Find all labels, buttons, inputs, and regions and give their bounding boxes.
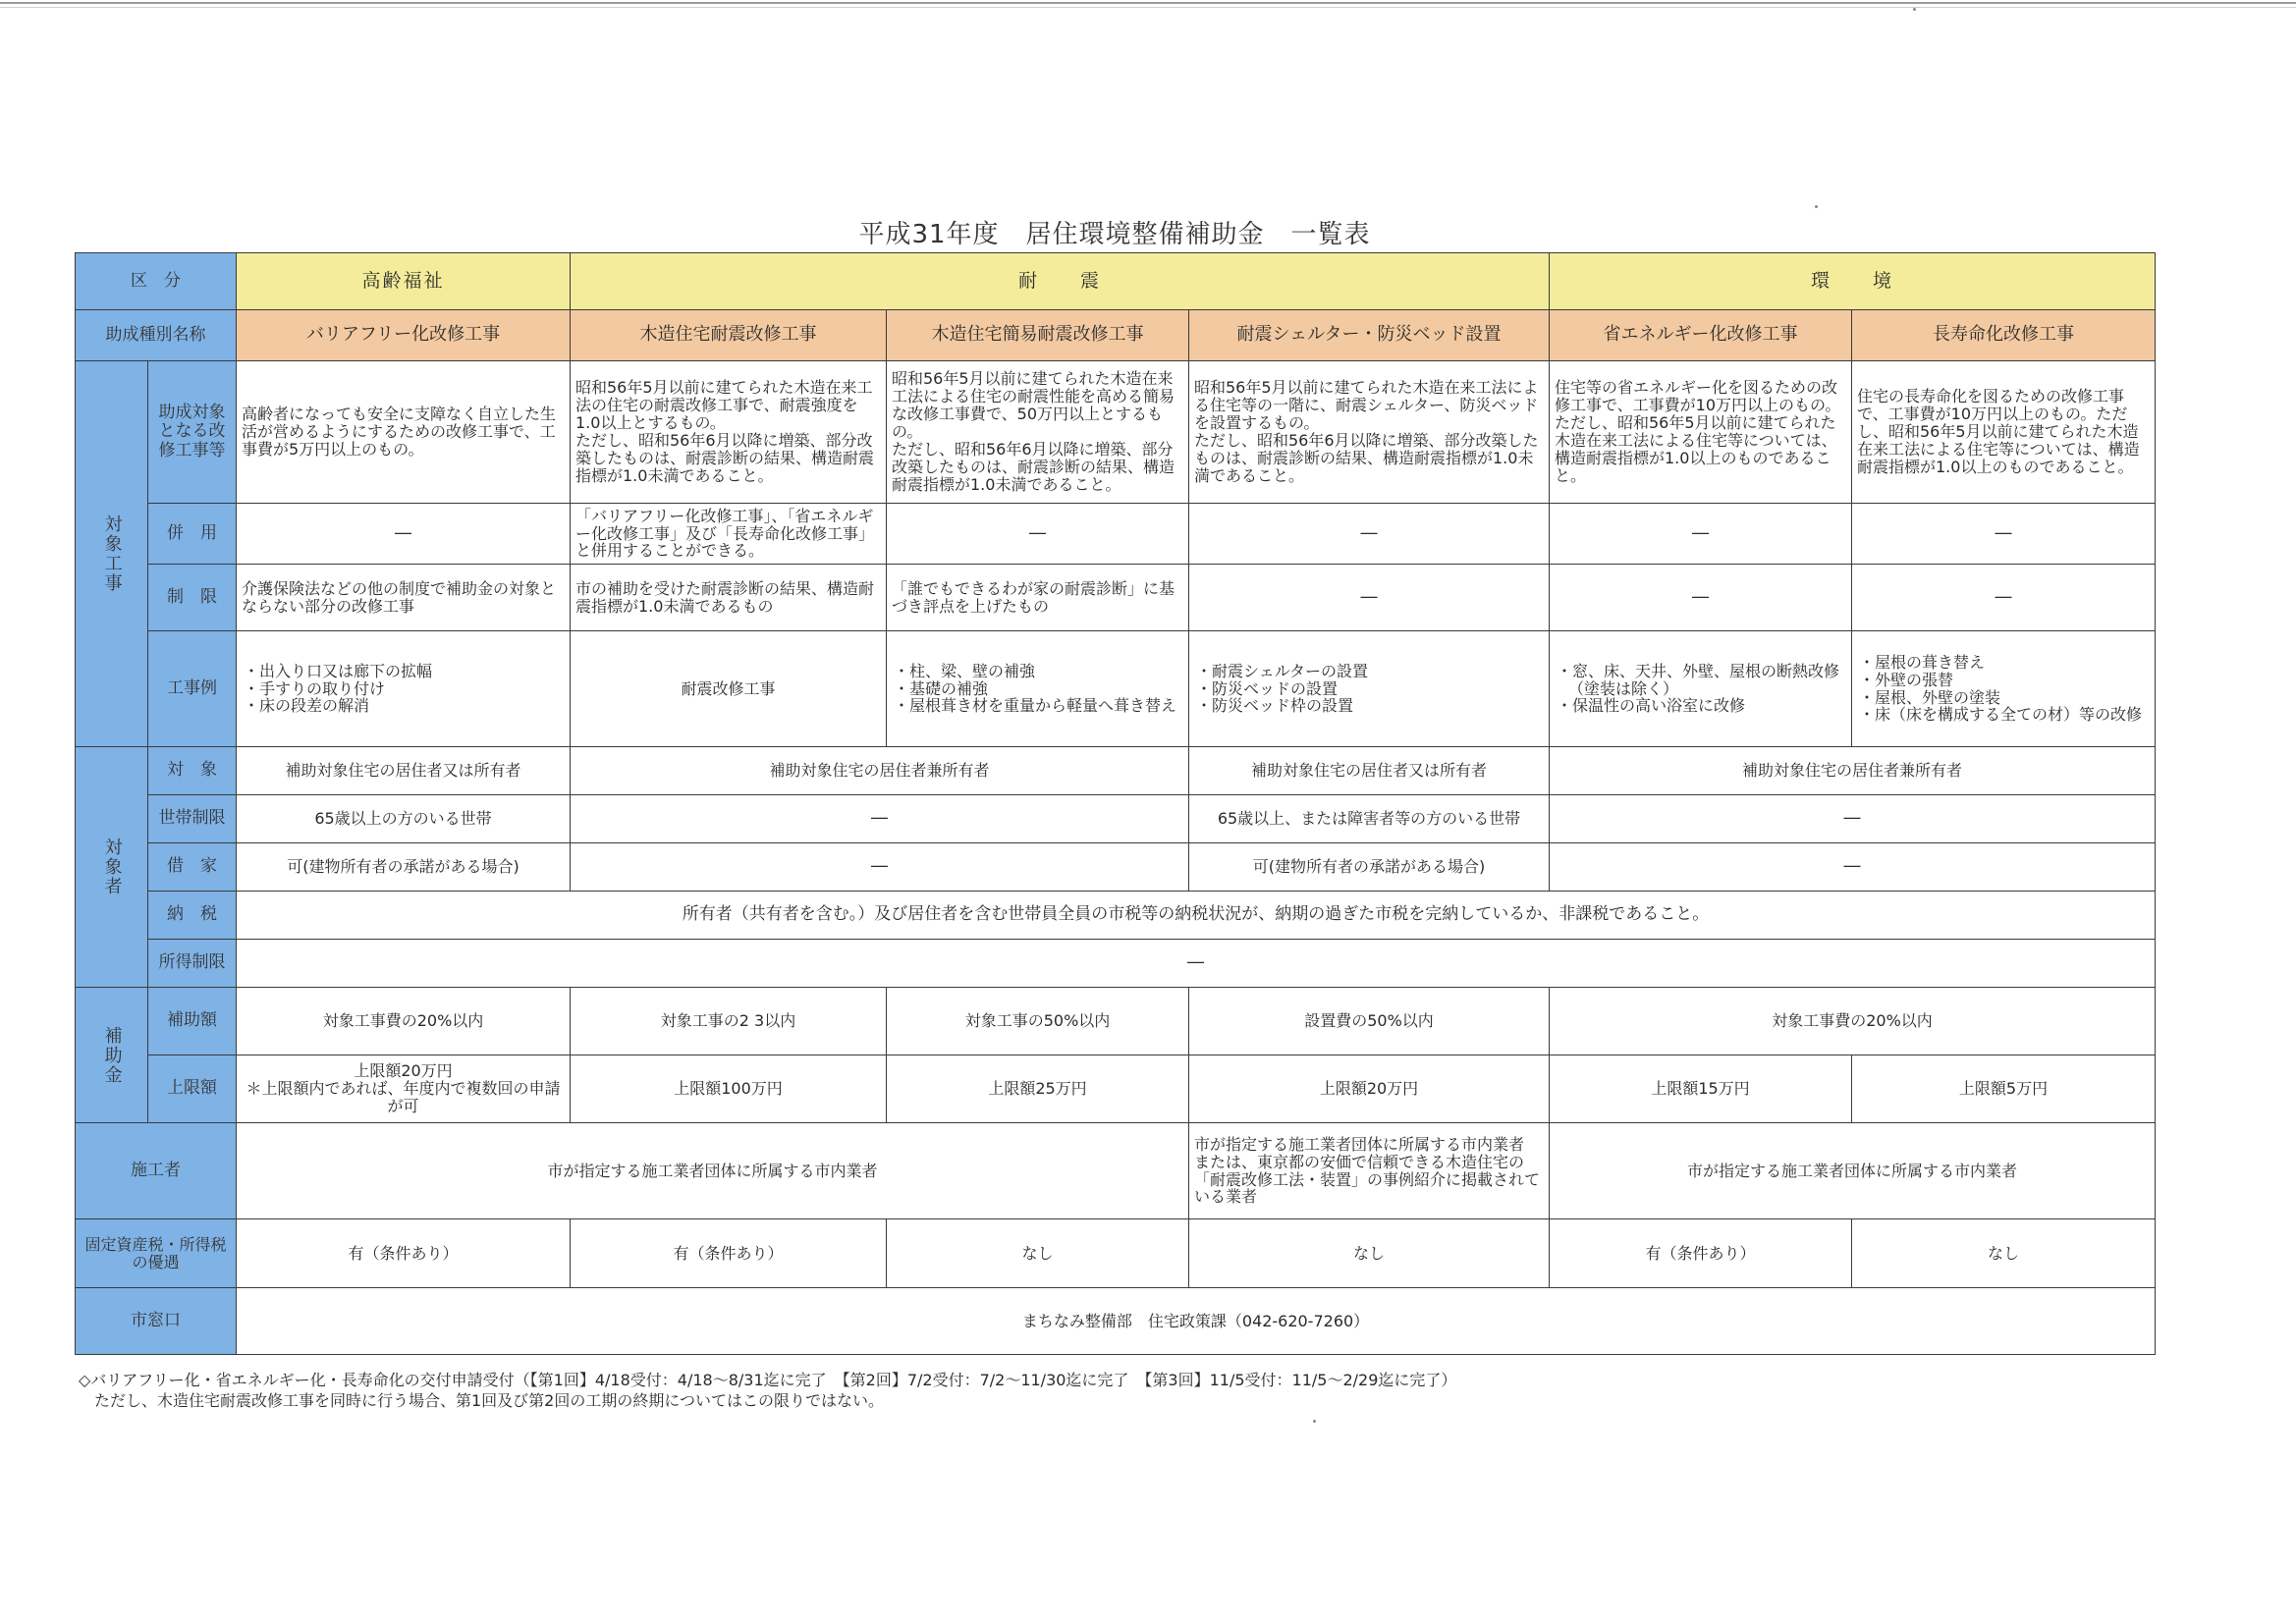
- group-kankyo: 環 境: [1550, 253, 2156, 310]
- taisho-cell: 住宅の長寿命化を図るための改修工事で、工事費が10万円以上のもの。ただし、昭和56年5月以前に建てられた木造在来工法による住宅等については、構造耐震指標が1.0以上のものであること。: [1852, 361, 2156, 504]
- taisho-cell: 昭和56年5月以前に建てられた木造在来工法の住宅の耐震改修工事で、耐震強度を1.0以上とするもの。 ただし、昭和56年6月以降に増築、部分改築したものは、耐震診断の結果、構造耐震指標が1.0未満であること。: [571, 361, 887, 504]
- type-barrierfree: バリアフリー化改修工事: [237, 310, 571, 361]
- hojogaku-label: 補助額: [148, 988, 237, 1055]
- taisho-label: 対 象: [148, 747, 237, 795]
- seigen-row: [76, 565, 2156, 631]
- shakuya-value: ―: [1550, 843, 2156, 892]
- zeisei-value: 有（条件あり）: [571, 1219, 887, 1288]
- taishosha-taisho-row: [76, 747, 2156, 795]
- footnote-line: ただし、木造住宅耐震改修工事を同時に行う場合、第1回及び第2回の工期の終期についてはこの限りではない。: [79, 1390, 885, 1410]
- josei-label: 助成種別名称: [76, 310, 237, 361]
- hojogaku-row: [76, 988, 2156, 1055]
- example-item: ・ 基礎の補強: [894, 680, 1183, 698]
- madoguchi-label: 市窓口: [76, 1288, 237, 1355]
- hojokin-section: [76, 988, 148, 1123]
- kojirei-cell: [237, 631, 571, 747]
- kojirei-cell: [1189, 631, 1550, 747]
- example-item: ・ 窓、床、天井、外壁、屋根の断熱改修（塗装は除く）: [1557, 663, 1846, 698]
- taisho-kouji-section: [76, 361, 148, 747]
- josei-taisho-label: 助成対象となる改修工事等: [148, 361, 237, 504]
- nozei-value: 所有者（共有者を含む。）及び居住者を含む世帯員全員の市税等の納税状況が、納期の過ぎた市税を完納しているか、非課税であること。: [237, 892, 2156, 940]
- hojogaku-value: 設置費の50%以内: [1189, 988, 1550, 1055]
- setai-label: 世帯制限: [148, 795, 237, 843]
- kojirei-cell: [1852, 631, 2156, 747]
- taisho-kouji-row: [76, 361, 2156, 504]
- shakuya-row: [76, 843, 2156, 892]
- hojokin-label: 補助金: [101, 1025, 123, 1085]
- example-item: ・ 外壁の張替: [1859, 672, 2150, 689]
- jogen-value: 上限額20万円 ＊上限額内であれば、年度内で複数回の申請が可: [237, 1055, 571, 1123]
- shakuya-value: 可(建物所有者の承諾がある場合): [1189, 843, 1550, 892]
- shotoku-value: ―: [237, 940, 2156, 988]
- taisho-value: 補助対象住宅の居住者又は所有者: [1189, 747, 1550, 795]
- seigen-cell: 「誰でもできるわが家の耐震診断」に基づき評点を上げたもの: [887, 565, 1189, 631]
- example-item: ・ 屋根、外壁の塗装: [1859, 689, 2150, 707]
- setai-value: ―: [1550, 795, 2156, 843]
- heiyo-cell: ―: [237, 504, 571, 565]
- sekosha-value: 市が指定する施工業者団体に所属する市内業者 または、東京都の安価で信頼できる木造住宅の「耐震改修工法・装置」の事例紹介に掲載されている業者: [1189, 1123, 1550, 1219]
- taisho-value: 補助対象住宅の居住者又は所有者: [237, 747, 571, 795]
- zeisei-value: なし: [1189, 1219, 1550, 1288]
- example-item: ・ 床の段差の解消: [244, 697, 565, 715]
- jogen-row: [76, 1055, 2156, 1123]
- heiyo-cell: ―: [887, 504, 1189, 565]
- example-item: ・ 屋根の葺き替え: [1859, 654, 2150, 672]
- seigen-cell: 市の補助を受けた耐震診断の結果、構造耐震指標が1.0未満であるもの: [571, 565, 887, 631]
- kojirei-cell: [887, 631, 1189, 747]
- taishosha-label: 対象者: [101, 838, 123, 896]
- sekosha-label: 施工者: [76, 1123, 237, 1219]
- zeisei-label: 固定資産税・所得税の優遇: [76, 1219, 237, 1288]
- page-title: 平成31年度 居住環境整備補助金 一覧表: [858, 220, 1371, 249]
- zeisei-value: なし: [887, 1219, 1189, 1288]
- sekosha-value: 市が指定する施工業者団体に所属する市内業者: [237, 1123, 1189, 1219]
- footnote-line: ◇バリアフリー化・省エネルギー化・長寿命化の交付申請受付（【第1回】4/18受付：4/18～8/31迄に完了 【第2回】7/2受付：7/2～11/30迄に完了 【第3回】11/5受付：11/5～2/29迄に完了）: [79, 1371, 1457, 1389]
- zeisei-value: 有（条件あり）: [1550, 1219, 1852, 1288]
- type-chojumyo: 長寿命化改修工事: [1852, 310, 2156, 361]
- zeisei-value: 有（条件あり）: [237, 1219, 571, 1288]
- nozei-label: 納 税: [148, 892, 237, 940]
- jogen-value: 上限額20万円: [1189, 1055, 1550, 1123]
- seigen-cell: ―: [1189, 565, 1550, 631]
- shakuya-value: 可(建物所有者の承諾がある場合): [237, 843, 571, 892]
- example-item: ・ 防災ベッド枠の設置: [1196, 697, 1544, 715]
- type-taishin: 木造住宅耐震改修工事: [571, 310, 887, 361]
- type-kani-taishin: 木造住宅簡易耐震改修工事: [887, 310, 1189, 361]
- shotoku-label: 所得制限: [148, 940, 237, 988]
- heiyo-cell: 「バリアフリー化改修工事」、「省エネルギー化改修工事」及び「長寿命化改修工事」と併用することができる。: [571, 504, 887, 565]
- hojogaku-value: 対象工事の2 3以内: [571, 988, 887, 1055]
- heiyo-label: 併 用: [148, 504, 237, 565]
- taishosha-section: [76, 747, 148, 988]
- taisho-value: 補助対象住宅の居住者兼所有者: [571, 747, 1189, 795]
- jogen-value: 上限額15万円: [1550, 1055, 1852, 1123]
- hojogaku-value: 対象工事費の20%以内: [1550, 988, 2156, 1055]
- example-item: ・ 防災ベッドの設置: [1196, 680, 1544, 698]
- seigen-cell: 介護保険法などの他の制度で補助金の対象とならない部分の改修工事: [237, 565, 571, 631]
- example-item: ・ 床（床を構成する全ての材）等の改修: [1859, 706, 2150, 724]
- taisho-cell: 高齢者になっても安全に支障なく自立した生活が営めるようにするための改修工事で、工事費が5万円以上のもの。: [237, 361, 571, 504]
- jogen-value: 上限額5万円: [1852, 1055, 2156, 1123]
- taisho-kouji-label: 対象工事: [101, 514, 123, 593]
- taisho-value: 補助対象住宅の居住者兼所有者: [1550, 747, 2156, 795]
- example-item: ・ 手すりの取り付け: [244, 680, 565, 698]
- example-item: ・ 耐震シェルターの設置: [1196, 663, 1544, 680]
- shotoku-row: [76, 940, 2156, 988]
- kojirei-cell: 耐震改修工事: [571, 631, 887, 747]
- kojirei-label: 工事例: [148, 631, 237, 747]
- heiyo-cell: ―: [1189, 504, 1550, 565]
- sekosha-value: 市が指定する施工業者団体に所属する市内業者: [1550, 1123, 2156, 1219]
- scan-speck: [1815, 205, 1818, 208]
- setai-value: 65歳以上、または障害者等の方のいる世帯: [1189, 795, 1550, 843]
- scan-edge: [0, 2, 2296, 4]
- jogen-label: 上限額: [148, 1055, 237, 1123]
- shakuya-label: 借 家: [148, 843, 237, 892]
- group-koreifukushi: 高齢福祉: [237, 253, 571, 310]
- jogen-value: 上限額25万円: [887, 1055, 1189, 1123]
- heiyo-row: [76, 504, 2156, 565]
- setai-row: [76, 795, 2156, 843]
- type-shoene: 省エネルギー化改修工事: [1550, 310, 1852, 361]
- group-taishin: 耐 震: [571, 253, 1550, 310]
- example-item: ・ 出入り口又は廊下の拡幅: [244, 663, 565, 680]
- seigen-cell: ―: [1852, 565, 2156, 631]
- taisho-cell: 昭和56年5月以前に建てられた木造在来工法による住宅等の一階に、耐震シェルター、防災ベッドを設置するもの。 ただし、昭和56年6月以降に増築、部分改築したものは、耐震診断の結果、構造耐震指標が1.0未満であること。: [1189, 361, 1550, 504]
- taisho-cell: 住宅等の省エネルギー化を図るための改修工事で、工事費が10万円以上のもの。ただし、昭和56年5月以前に建てられた木造在来工法による住宅等については、構造耐震指標が1.0以上のものであること。: [1550, 361, 1852, 504]
- example-item: ・ 柱、梁、壁の補強: [894, 663, 1183, 680]
- group-header-row: [76, 253, 2156, 310]
- kojirei-cell: [1550, 631, 1852, 747]
- madoguchi-row: [76, 1288, 2156, 1355]
- scan-edge-inner: [0, 7, 2296, 8]
- example-item: ・ 保温性の高い浴室に改修: [1557, 697, 1846, 715]
- scan-speck: [1913, 8, 1916, 11]
- taisho-cell: 昭和56年5月以前に建てられた木造在来工法による住宅の耐震性能を高める簡易な改修工事費で、50万円以上とするもの。 ただし、昭和56年6月以降に増築、部分改築したものは、耐震診断の結果、構造耐震指標が1.0未満であること。: [887, 361, 1189, 504]
- kojirei-row: [76, 631, 2156, 747]
- nozei-row: [76, 892, 2156, 940]
- kubun-label: 区 分: [76, 253, 237, 310]
- subsidy-table: [75, 252, 2156, 1355]
- zeisei-row: [76, 1219, 2156, 1288]
- seigen-label: 制 限: [148, 565, 237, 631]
- footnotes: [79, 1371, 1944, 1412]
- hojogaku-value: 対象工事費の20%以内: [237, 988, 571, 1055]
- jogen-value: 上限額100万円: [571, 1055, 887, 1123]
- type-header-row: [76, 310, 2156, 361]
- setai-value: 65歳以上の方のいる世帯: [237, 795, 571, 843]
- seigen-cell: ―: [1550, 565, 1852, 631]
- example-item: ・ 屋根葺き材を重量から軽量へ葺き替え: [894, 697, 1183, 715]
- heiyo-cell: ―: [1852, 504, 2156, 565]
- heiyo-cell: ―: [1550, 504, 1852, 565]
- shakuya-value: ―: [571, 843, 1189, 892]
- sekosha-row: [76, 1123, 2156, 1219]
- zeisei-value: なし: [1852, 1219, 2156, 1288]
- scan-speck: [1313, 1420, 1316, 1423]
- hojogaku-value: 対象工事の50%以内: [887, 988, 1189, 1055]
- madoguchi-value: まちなみ整備部 住宅政策課（042-620-7260）: [237, 1288, 2156, 1355]
- setai-value: ―: [571, 795, 1189, 843]
- type-shelter: 耐震シェルター・防災ベッド設置: [1189, 310, 1550, 361]
